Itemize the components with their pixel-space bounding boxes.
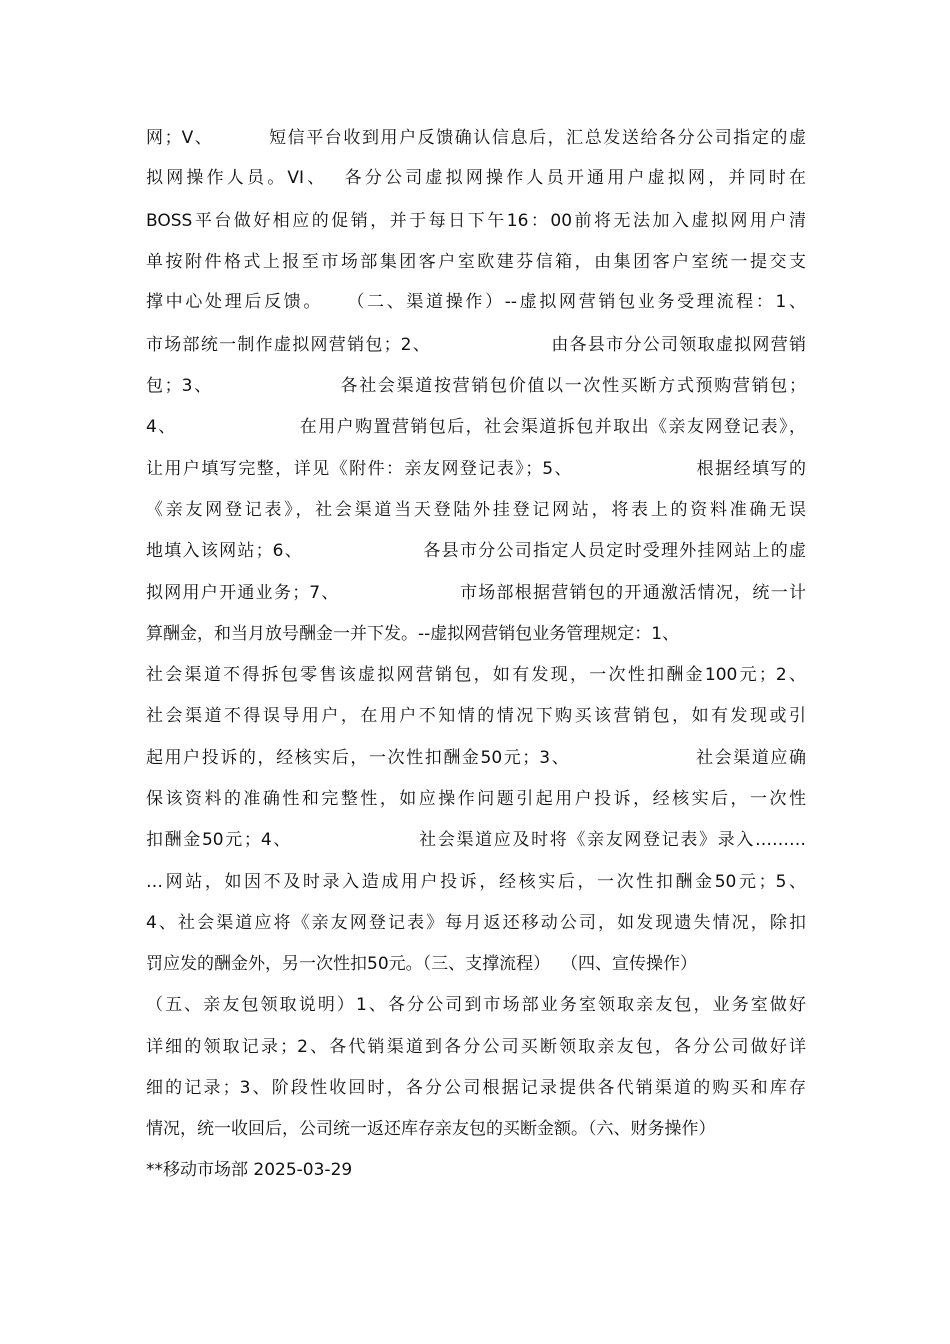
body-line-5: 撑中心处理后反馈。 （二、渠道操作）--虚拟网营销包业务受理流程：1、 bbox=[146, 292, 806, 312]
body-line-16: 起用户投诉的，经核实后，一次性扣酬金50元；3、 社会渠道应确 bbox=[146, 748, 806, 768]
body-line-18: 扣酬金50元；4、 社会渠道应及时将《亲友网登记表》录入……… bbox=[146, 830, 806, 850]
body-line-15: 社会渠道不得误导用户，在用户不知情的情况下购买该营销包，如有发现或引 bbox=[146, 706, 806, 726]
body-line-9: 让用户填写完整，详见《附件：亲友网登记表》；5、 根据经填写的 bbox=[146, 459, 806, 479]
body-line-20: 4、社会渠道应将《亲友网登记表》每月返还移动公司，如发现遗失情况，除扣 bbox=[146, 913, 806, 933]
footer-signature: **移动市场部 2025-03-29 bbox=[146, 1160, 353, 1180]
body-line-11: 地填入该网站；6、 各县市分公司指定人员定时受理外挂网站上的虚 bbox=[146, 541, 806, 561]
body-line-1: 网；V、 短信平台收到用户反馈确认信息后，汇总发送给各分公司指定的虚 bbox=[146, 128, 806, 148]
body-line-19: …网站，如因不及时录入造成用户投诉，经核实后，一次性扣酬金50元；5、 bbox=[146, 872, 806, 892]
body-line-3: BOSS平台做好相应的促销，并于每日下午16：00前将无法加入虚拟网用户清 bbox=[146, 211, 806, 231]
body-line-8: 4、 在用户购置营销包后，社会渠道拆包并取出《亲友网登记表》， bbox=[146, 417, 806, 437]
body-line-2: 拟网操作人员。VI、 各分公司虚拟网操作人员开通用户虚拟网，并同时在 bbox=[146, 168, 806, 188]
body-line-22: （五、亲友包领取说明）1、各分公司到市场部业务室领取亲友包，业务室做好 bbox=[146, 995, 806, 1015]
body-line-7: 包；3、 各社会渠道按营销包价值以一次性买断方式预购营销包； bbox=[146, 376, 806, 396]
body-line-24: 细的记录；3、阶段性收回时，各分公司根据记录提供各代销渠道的购买和库存 bbox=[146, 1078, 806, 1098]
body-line-4: 单按附件格式上报至市场部集团客户室欧建芬信箱，由集团客户室统一提交支 bbox=[146, 252, 806, 272]
body-line-14: 社会渠道不得拆包零售该虚拟网营销包，如有发现，一次性扣酬金100元；2、 bbox=[146, 665, 806, 685]
body-line-21: 罚应发的酬金外，另一次性扣50元。（三、支撑流程） （四、宣传操作） bbox=[146, 954, 697, 974]
body-line-6: 市场部统一制作虚拟网营销包；2、 由各县市分公司领取虚拟网营销 bbox=[146, 335, 806, 355]
body-line-10: 《亲友网登记表》，社会渠道当天登陆外挂登记网站，将表上的资料准确无误 bbox=[146, 500, 806, 520]
body-line-17: 保该资料的准确性和完整性，如应操作问题引起用户投诉，经核实后，一次性 bbox=[146, 789, 806, 809]
body-line-23: 详细的领取记录；2、各代销渠道到各分公司买断领取亲友包，各分公司做好详 bbox=[146, 1037, 806, 1057]
body-line-13: 算酬金，和当月放号酬金一并下发。--虚拟网营销包业务管理规定：1、 bbox=[146, 624, 680, 644]
body-line-12: 拟网用户开通业务；7、 市场部根据营销包的开通激活情况，统一计 bbox=[146, 583, 806, 603]
body-line-25: 情况，统一收回后，公司统一返还库存亲友包的买断金额。（六、财务操作） bbox=[146, 1119, 716, 1139]
